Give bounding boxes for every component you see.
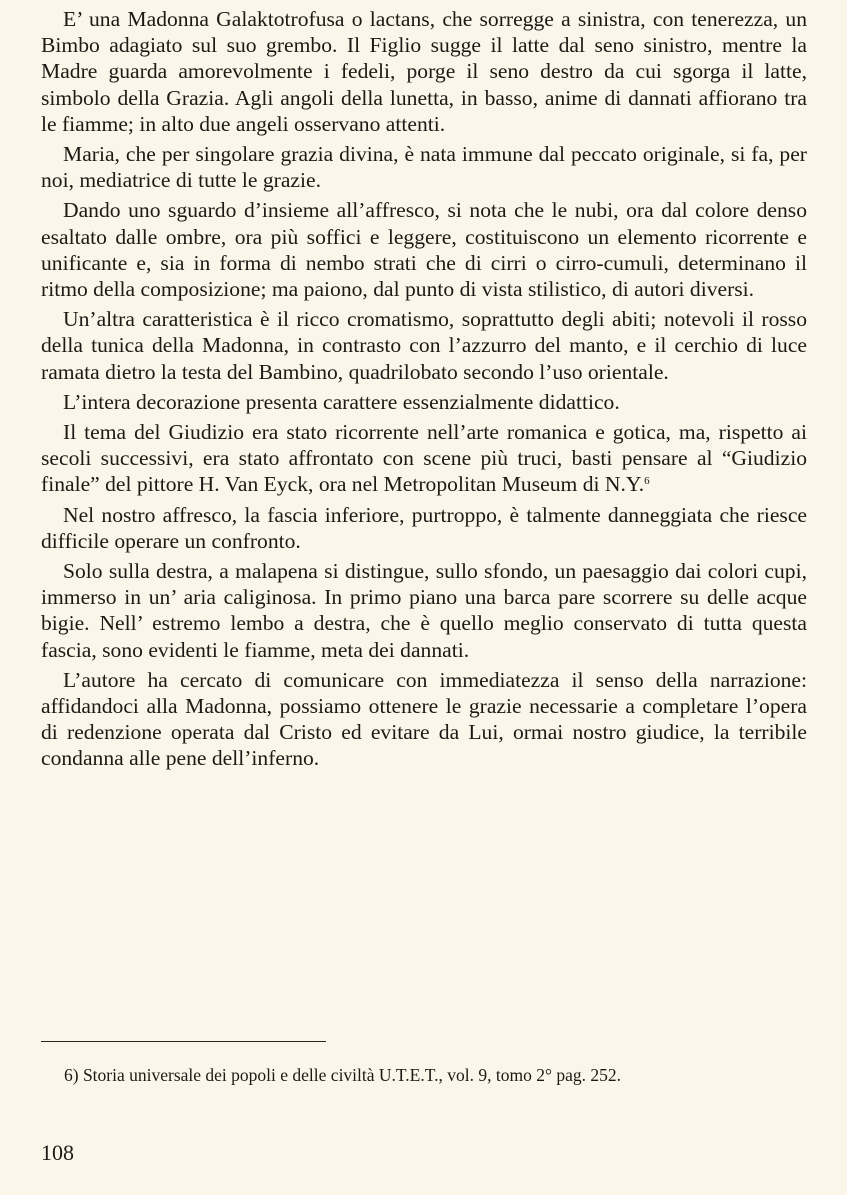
paragraph: Nel nostro affresco, la fascia inferiore, purtroppo, è talmente danneggiata che riesce difficile operare un confronto. bbox=[41, 502, 807, 553]
body-text bbox=[41, 6, 807, 776]
paragraph: L’intera decorazione presenta carattere essenzialmente didattico. bbox=[63, 389, 620, 414]
footnote-reference: 6 bbox=[644, 475, 650, 488]
paragraph-text: Il tema del Giudizio era stato ricorrente nell’arte romanica e gotica, ma, rispetto ai secoli successivi, era stato affrontato con scene più truci, basti pensare al “Giudizio finale” del pittore H. Van Eyck, ora nel Metropolitan Museum di N.Y. bbox=[41, 420, 807, 497]
paragraph: E’ una Madonna Galaktotrofusa o lactans, che sorregge a sinistra, con tenerezza, un Bimbo adagiato sul suo grembo. Il Figlio sugge il latte dal seno sinistro, mentre la Madre guarda amorevolmente i fedeli, porge il seno destro da cui sgorga il latte, simbolo della Grazia. Agli angoli della lunetta, in basso, anime di dannati affiorano tra le fiamme; in alto due angeli osservano attenti. bbox=[41, 7, 807, 136]
paragraph: Dando uno sguardo d’insieme all’affresco, si nota che le nubi, ora dal colore denso esaltato dalle ombre, ora più soffici e leggere, costituiscono un elemento ricorrente e unificante e, sia in forma di nembo strati che di cirri o cirro-cumuli, determinano il ritmo della composizione; ma paiono, dal punto di vista stilistico, di autori diversi. bbox=[41, 198, 807, 302]
page-number: 108 bbox=[41, 1140, 74, 1165]
paragraph: Solo sulla destra, a malapena si distingue, sullo sfondo, un paesaggio dai colori cupi, immerso in un’ aria caliginosa. In primo piano una barca pare scorrere su delle acque bigie. Nell’ estremo lembo a destra, che è quello meglio conservato di tutta questa fascia, sono evidenti le fiamme, meta dei dannati. bbox=[41, 559, 807, 662]
paragraph: L’autore ha cercato di comunicare con immediatezza il senso della narrazione: affidandoci alla Madonna, possiamo ottenere le grazie necessarie a completare l’opera di redenzione operata dal Cristo ed evitare da Lui, ormai nostro giudice, la terribile condanna alle pene dell’inferno. bbox=[41, 667, 807, 771]
footnote-divider bbox=[41, 1041, 326, 1042]
paragraph: Maria, che per singolare grazia divina, è nata immune dal peccato originale, si fa, per noi, mediatrice di tutte le grazie. bbox=[41, 142, 807, 193]
paragraph: Un’altra caratteristica è il ricco cromatismo, soprattutto degli abiti; notevoli il rosso della tunica della Madonna, in contrasto con l’azzurro del manto, e il cerchio di luce ramata dietro la testa del Bambino, quadrilobato secondo l’uso orientale. bbox=[41, 307, 807, 384]
paragraph-with-footnote bbox=[41, 419, 807, 498]
footnote: 6) Storia universale dei popoli e delle civiltà U.T.E.T., vol. 9, tomo 2° pag. 252. bbox=[64, 1065, 621, 1085]
